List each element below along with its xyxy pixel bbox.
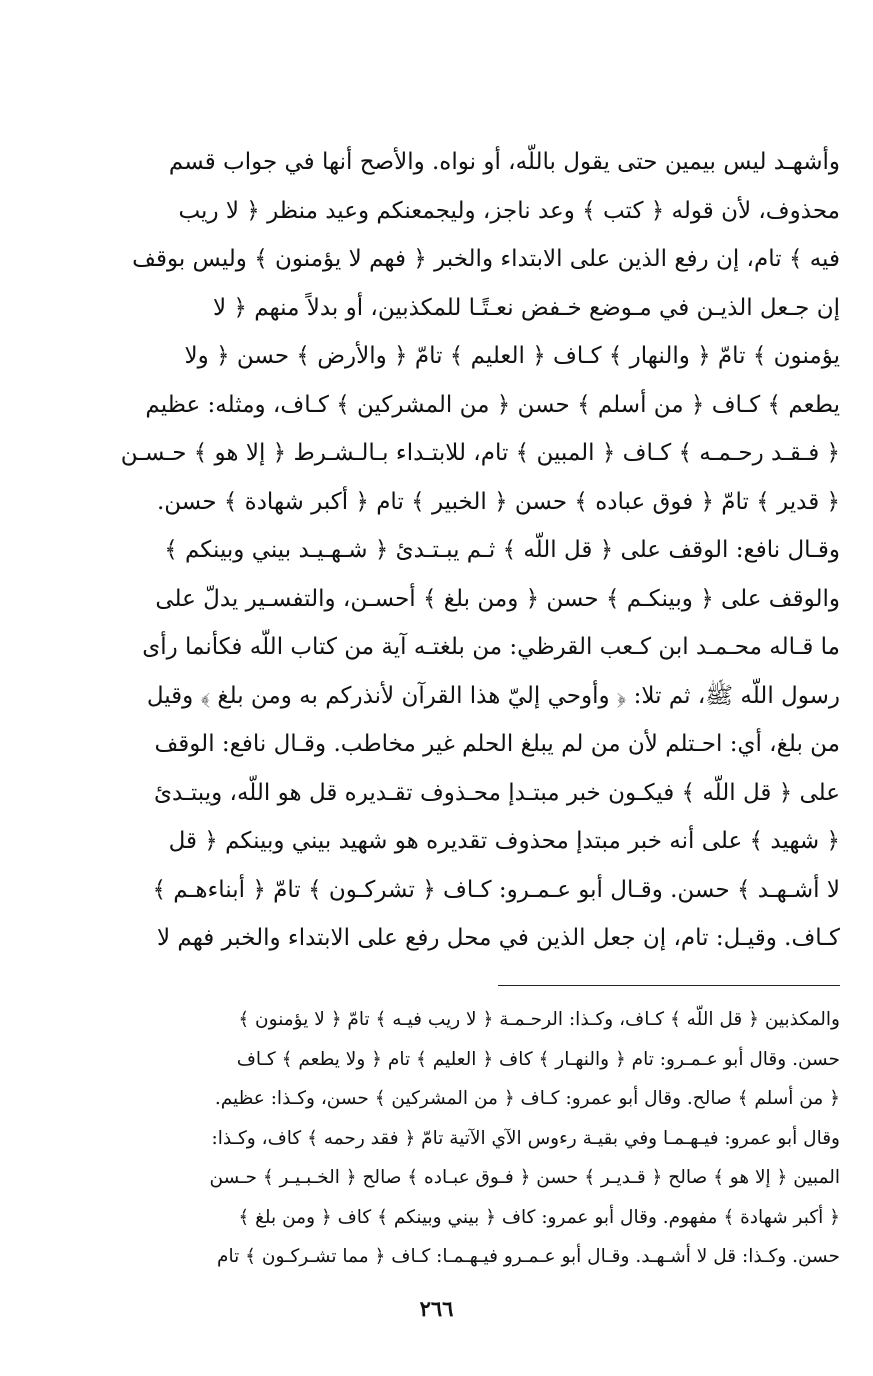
page-number: ٢٦٦ — [419, 1296, 454, 1321]
main-text-line: ﴿ فـقـد رحـمـه ﴾ كـاف ﴿ المبين ﴾ تام، للابتـداء بـالـشـرط ﴿ إلا هو ﴾ حـسـن — [120, 440, 840, 466]
footnote-separator — [498, 985, 840, 986]
main-text-line: وأشهـد ليس بيمين حتى يقول باللّه، أو نواه. والأصح أنها في جواب قسم — [168, 149, 840, 175]
footnotes-block — [40, 1000, 840, 1277]
footnote-line: المبين ﴿ إلا هو ﴾ صالح ﴿ قـديـر ﴾ حسن ﴿ فـوق عبـاده ﴾ صالح ﴿ الخـبـيـر ﴾ حـسن — [209, 1167, 840, 1188]
main-text-line: يؤمنون ﴾ تامّ ﴿ والنهار ﴾ كـاف ﴿ العليم ﴾ تامّ ﴿ والأرض ﴾ حسن ﴿ ولا — [184, 343, 840, 369]
footnote-line: وقال أبو عمرو: فيـهـمـا وفي بقيـة رءوس الآي الآتية تامّ ﴿ فقد رحمه ﴾ كاف، وكـذا: — [211, 1127, 840, 1149]
main-text-line: محذوف، لأن قوله ﴿ كتب ﴾ وعد ناجز، وليجمعنكم وعيد منظر ﴿ لا ريب — [178, 197, 840, 224]
main-text-line: والوقف على ﴿ وبينكـم ﴾ حسن ﴿ ومن بلغ ﴾ أحسـن، والتفسـير يدلّ على — [155, 585, 840, 612]
main-text-line: إن جـعل الذيـن في مـوضع خـفض نعـتًـا للمكذبين، أو بدلاً منهم ﴿ لا — [213, 294, 840, 321]
footnote-line: ﴿ من أسلم ﴾ صالح. وقال أبو عمرو: كـاف ﴿ من المشركين ﴾ حسن، وكـذا: عظيم. — [214, 1088, 840, 1109]
main-text-line: كـاف. وقيـل: تام، إن جعل الذين في محل رفع على الابتداء والخبر فهم لا — [156, 925, 840, 951]
main-text-line: على ﴿ قل اللّه ﴾ فيكـون خبر مبتـدإ محـذوف تقـديره قل هو اللّه، ويبتـدئ — [154, 779, 840, 806]
main-text-line: من بلغ، أي: احـتلم لأن من لم يبلغ الحلم غير مخاطب. وقـال نافع: الوقف — [154, 731, 840, 757]
footnote-line: والمكذبين ﴿ قل اللّه ﴾ كـاف، وكـذا: الرحـمـة ﴿ لا ريب فيـه ﴾ تامّ ﴿ لا يؤمنون ﴾ — [238, 1009, 840, 1030]
main-text-line: وقـال نافع: الوقف على ﴿ قل اللّه ﴾ ثـم يبـتـدئ ﴿ شـهـيـد بيني وبينكم ﴾ — [164, 537, 840, 563]
main-text-block — [40, 138, 840, 963]
main-text-line: رسول اللّه ﷺ، ثم تلا: ﴿ وأوحي إليّ هذا القرآن لأنذركم به ومن بلغ ﴾ وقيل — [146, 682, 840, 709]
main-text-line: لا أشـهـد ﴾ حسن. وقـال أبو عـمـرو: كـاف ﴿ تشركـون ﴾ تامّ ﴿ أبناءهـم ﴾ — [152, 876, 840, 903]
footnote-line: حسن. وكـذا: قل لا أشـهـد. وقـال أبو عـمـرو فيـهـمـا: كـاف ﴿ مما تشـركـون ﴾ تام — [217, 1246, 840, 1267]
main-text-line: ما قـاله محـمـد ابن كـعب القرظي: من بلغتـه آية من كتاب اللّه فكأنما رأى — [142, 634, 840, 660]
main-text-line: يطعم ﴾ كـاف ﴿ من أسلم ﴾ حسن ﴿ من المشركين ﴾ كـاف، ومثله: عظيم — [145, 391, 840, 418]
footnote-line: حسن. وقال أبو عـمـرو: تام ﴿ والنهـار ﴾ كاف ﴿ العليم ﴾ تام ﴿ ولا يطعم ﴾ كـاف — [236, 1048, 840, 1070]
main-text-line: ﴿ قدير ﴾ تامّ ﴿ فوق عباده ﴾ حسن ﴿ الخبير ﴾ تام ﴿ أكبر شهادة ﴾ حسن. — [156, 488, 840, 515]
main-text-line: فيه ﴾ تام، إن رفع الذين على الابتداء والخبر ﴿ فهم لا يؤمنون ﴾ وليس بوقف — [132, 246, 840, 272]
main-text-line: ﴿ شهيد ﴾ على أنه خبر مبتدإ محذوف تقديره هو شهيد بيني وبينكم ﴿ قل — [168, 828, 840, 854]
footnote-line: ﴿ أكبر شهادة ﴾ مفهوم. وقال أبو عمرو: كاف ﴿ بيني وبينكم ﴾ كاف ﴿ ومن بلغ ﴾ — [238, 1206, 840, 1228]
